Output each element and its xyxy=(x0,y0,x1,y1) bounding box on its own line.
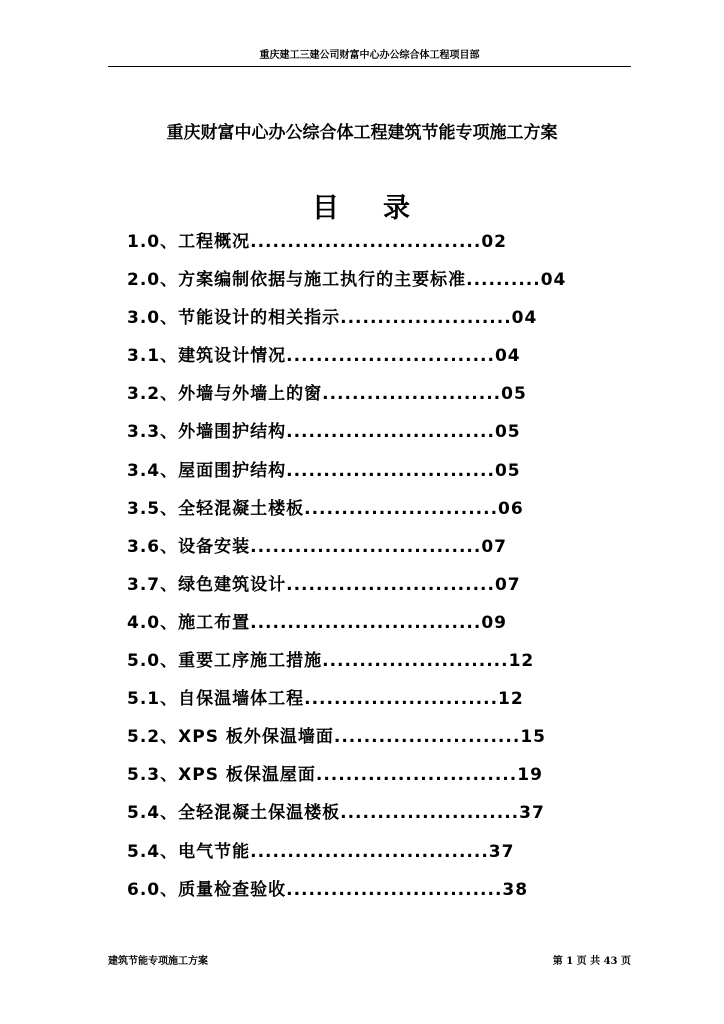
toc-entry-title: 方案编制依据与施工执行的主要标准 xyxy=(178,270,467,291)
document-title: 重庆财富中心办公综合体工程建筑节能专项施工方案 xyxy=(166,123,558,143)
toc-entry-number: 3.4 xyxy=(127,460,161,481)
toc-entry-number: 3.5 xyxy=(127,498,161,519)
toc-entry-page: 05 xyxy=(501,384,527,405)
toc-entry xyxy=(127,762,627,800)
toc-entry-number: 3.3 xyxy=(127,422,161,443)
toc-entry-page: 37 xyxy=(519,803,545,824)
toc-entry-page: 06 xyxy=(498,498,524,519)
toc-entry-number: 3.6 xyxy=(127,536,161,557)
toc-entry-page: 37 xyxy=(488,841,515,862)
toc-entry-number: 5.0 xyxy=(127,651,161,672)
toc-entry xyxy=(127,534,627,572)
toc-entry xyxy=(127,572,627,610)
toc-entry-number: 3.0 xyxy=(127,308,161,329)
toc-entry xyxy=(127,458,627,496)
toc-entry-page: 07 xyxy=(481,536,507,557)
toc-entry xyxy=(127,419,627,457)
toc-entry-number: 3.2 xyxy=(127,384,161,405)
toc-entry xyxy=(127,305,627,343)
toc-entry xyxy=(127,496,627,534)
toc-entry-separator: 、 xyxy=(160,422,179,443)
toc-entry-title: 设备安装 xyxy=(178,536,251,557)
toc-entry xyxy=(127,686,627,724)
toc-entry xyxy=(127,648,627,686)
toc-entry-title: 屋面围护结构 xyxy=(178,460,287,481)
toc-entry xyxy=(127,267,627,305)
toc-entry-separator: 、 xyxy=(160,270,179,291)
toc-entry-leader: ............................... xyxy=(250,232,482,252)
toc-entry-title: 绿色建筑设计 xyxy=(178,574,287,595)
toc-entry-separator: 、 xyxy=(160,346,179,367)
toc-entry xyxy=(127,800,627,838)
toc-entry-leader: ................................ xyxy=(250,841,489,862)
toc-entry-number: 5.1 xyxy=(127,689,161,710)
toc-entry-separator: 、 xyxy=(160,232,179,252)
toc-entry-separator: 、 xyxy=(160,879,179,900)
toc-entry-leader: .......................... xyxy=(304,498,499,519)
toc-entry-title: XPS 板保温屋面 xyxy=(178,765,316,786)
toc-entry-leader: ............................ xyxy=(286,346,495,367)
toc-entry-page: 09 xyxy=(481,612,507,633)
toc-entry-separator: 、 xyxy=(160,536,179,557)
toc-entry-leader: ......................... xyxy=(322,651,509,672)
toc-entry-page: 12 xyxy=(498,689,524,710)
toc-heading-char-2: 录 xyxy=(383,193,412,224)
toc-entry-number: 5.4 xyxy=(127,841,161,862)
toc-entry-leader: ............................ xyxy=(286,574,495,595)
toc-entry-separator: 、 xyxy=(160,384,179,405)
toc-entry xyxy=(127,381,627,419)
toc-entry-separator: 、 xyxy=(160,803,179,824)
toc-entry-number: 3.7 xyxy=(127,574,161,595)
toc-entry-leader: ............................ xyxy=(286,460,495,481)
toc-entry-number: 5.3 xyxy=(127,765,161,786)
toc-entry-leader: ....................... xyxy=(340,308,512,329)
toc-entry-separator: 、 xyxy=(160,460,179,481)
toc-entry-leader: .......................... xyxy=(304,689,499,710)
toc-entry-title: 外墙与外墙上的窗 xyxy=(178,384,323,405)
toc-entry-title: 建筑设计情况 xyxy=(178,346,287,367)
toc-entry-separator: 、 xyxy=(160,727,179,748)
toc-entry-title: 电气节能 xyxy=(178,841,251,862)
toc-entry-title: 质量检查验收 xyxy=(178,879,287,900)
toc-entry xyxy=(127,724,627,762)
toc-entry-separator: 、 xyxy=(160,651,179,672)
toc-heading-char-1: 目 xyxy=(312,193,341,224)
toc-entry-page: 04 xyxy=(540,270,567,291)
toc-entry-page: 07 xyxy=(494,574,521,595)
toc-entry-separator: 、 xyxy=(160,689,179,710)
page-header: 重庆建工三建公司财富中心办公综合体工程项目部 xyxy=(108,48,631,67)
table-of-contents xyxy=(127,229,627,915)
toc-entry-number: 5.2 xyxy=(127,727,161,748)
toc-entry-leader: ............................. xyxy=(286,879,503,900)
toc-entry-title: XPS 板外保温墙面 xyxy=(178,727,334,748)
toc-entry-number: 1.0 xyxy=(127,232,161,252)
toc-entry-leader: ............................... xyxy=(250,612,482,633)
footer-doc-name: 建筑节能专项施工方案 xyxy=(108,956,208,967)
toc-entry xyxy=(127,343,627,381)
toc-entry xyxy=(127,877,627,915)
toc-entry-leader: ........................... xyxy=(315,765,518,786)
toc-entry-leader: ........................ xyxy=(340,803,520,824)
toc-entry-separator: 、 xyxy=(160,574,179,595)
toc-heading xyxy=(0,186,724,225)
toc-entry-separator: 、 xyxy=(160,612,179,633)
toc-entry-number: 5.4 xyxy=(127,803,161,824)
toc-entry-page: 02 xyxy=(481,232,507,252)
toc-entry-separator: 、 xyxy=(160,498,179,519)
toc-entry-separator: 、 xyxy=(160,841,179,862)
toc-entry-page: 04 xyxy=(494,346,521,367)
toc-entry-page: 12 xyxy=(508,651,535,672)
toc-entry-leader: .......... xyxy=(466,270,541,291)
toc-entry-leader: ............................... xyxy=(250,536,482,557)
toc-entry-page: 19 xyxy=(517,765,543,786)
toc-entry-page: 05 xyxy=(494,460,521,481)
toc-entry-title: 全轻混凝土楼板 xyxy=(178,498,305,519)
toc-entry-page: 04 xyxy=(511,308,538,329)
toc-entry xyxy=(127,229,627,267)
toc-entry-page: 38 xyxy=(502,879,529,900)
toc-entry-leader: ......................... xyxy=(333,727,521,748)
toc-entry-number: 4.0 xyxy=(127,612,161,633)
toc-entry xyxy=(127,839,627,877)
page-footer xyxy=(108,952,631,966)
toc-entry-separator: 、 xyxy=(160,765,179,786)
footer-page-number: 第 1 页 共 43 页 xyxy=(552,956,631,967)
toc-entry-number: 6.0 xyxy=(127,879,161,900)
toc-entry xyxy=(127,610,627,648)
toc-entry-title: 外墙围护结构 xyxy=(178,422,287,443)
toc-entry-title: 施工布置 xyxy=(178,612,251,633)
toc-entry-page: 05 xyxy=(494,422,521,443)
toc-entry-separator: 、 xyxy=(160,308,179,329)
toc-entry-number: 3.1 xyxy=(127,346,161,367)
toc-entry-page: 15 xyxy=(520,727,546,748)
toc-entry-title: 工程概况 xyxy=(178,232,251,252)
toc-entry-title: 全轻混凝土保温楼板 xyxy=(178,803,341,824)
toc-entry-leader: ........................ xyxy=(322,384,502,405)
toc-entry-leader: ............................ xyxy=(286,422,495,443)
toc-entry-title: 重要工序施工措施 xyxy=(178,651,323,672)
toc-entry-number: 2.0 xyxy=(127,270,161,291)
toc-entry-title: 自保温墙体工程 xyxy=(178,689,305,710)
toc-entry-title: 节能设计的相关指示 xyxy=(178,308,341,329)
